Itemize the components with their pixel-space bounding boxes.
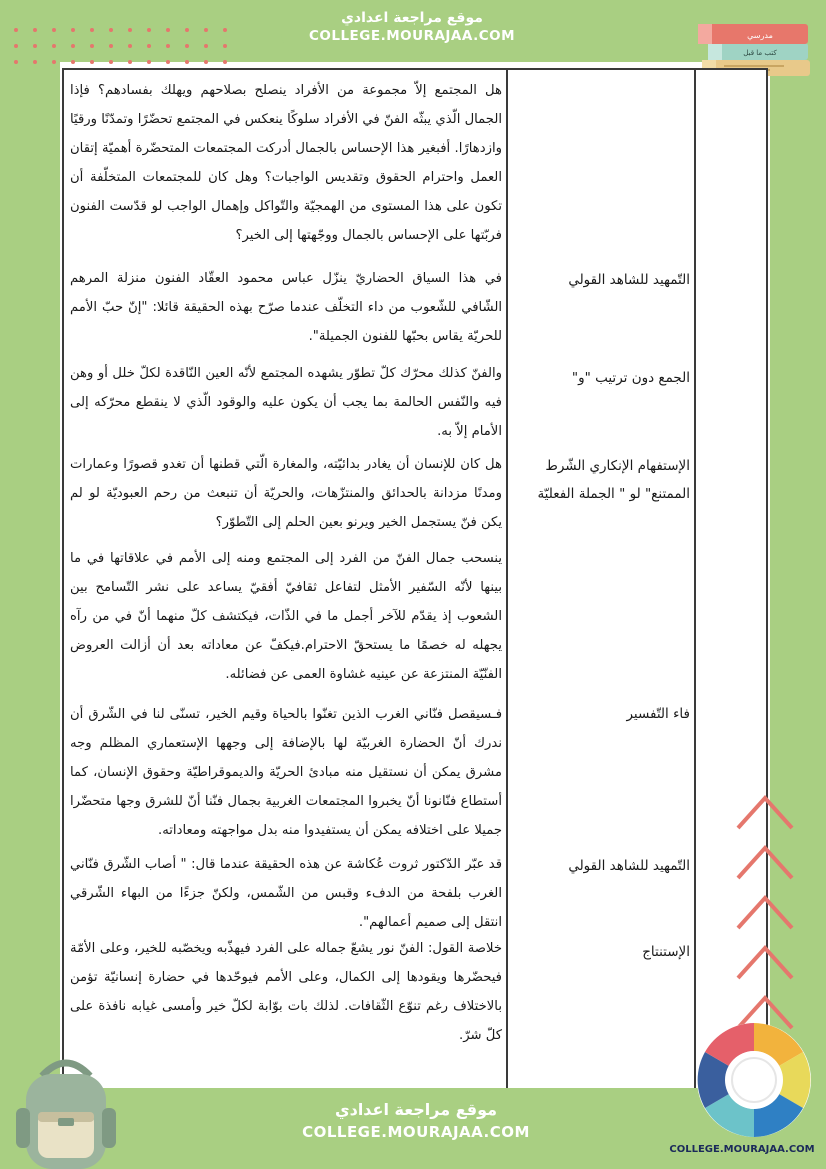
paragraph-8: خلاصة القول: الفنّ نور يشعّ جماله على الفرد فيهذّبه ويخصّبه للخير، وعلى الأمّة فيحضّرها ويقودها إلى الكمال، وعلى الأمم فيوحّدها في حضارة إنسانيّة تؤمن بالاختلاف رغم تنوّع الثّقافات. لذلك بات بوّابة لكلّ خير وأمسى غيابه نافذة على كلّ شرّ. [70,941,502,1043]
paragraph-column [64,70,508,1088]
decorative-dot [185,44,189,48]
decorative-dot [71,60,75,64]
decorative-dot [185,60,189,64]
decorative-dot [71,44,75,48]
decorative-dot [14,28,18,32]
decorative-dot [128,60,132,64]
label-row-2: التّمهيد للشاهد القولي [568,272,690,288]
decorative-dot [71,28,75,32]
paragraph-6: فـسيقصل فنّاني الغرب الذين تغنّوا بالحياة وقيم الخير، تسنّى لنا في الشّرق أن ندرك أنّ الحضارة الغربيّة لها بالإضافة إلى وجهها الإستعماري المظلم وجه مشرق يمكن أن نستقيل منه مبادئ الحريّة والديموقراطيّة وحقوق الإنسان، كما أستطاع فنّانونا أنّ يخبروا المجتمعات الغربية بجمال فنّنا أنّ للشرق وجها متحضّرا جميلا على اختلافه يمكن أن يستفيدوا منه بدل مواجهته ومعاداته. [70,707,502,838]
backpack-icon [12,1052,120,1169]
site-logo-icon [695,1021,813,1139]
decorative-dot [204,28,208,32]
decorative-dot [109,44,113,48]
decorative-dot [166,60,170,64]
decorative-dot [90,44,94,48]
decorative-dot [204,60,208,64]
decorative-dot [166,44,170,48]
decorative-dot [52,44,56,48]
paragraph-2: في هذا السياق الحضاريّ ينزّل عباس محمود العقّاد الفنون منزلة المرهم الشّافي للشّعوب من داء التخلّف عندما صرّح بهذه الحقيقة قائلا: "إنّ حبّ الأمم للحريّة يقاس بحبّها للفنون الجميلة". [70,271,502,344]
decorative-dot [128,28,132,32]
label-column [508,70,696,1088]
footer-site-url[interactable]: COLLEGE.MOURAJAA.COM [302,1123,530,1141]
decorative-dot [90,60,94,64]
decorative-dot [33,60,37,64]
decorative-dot [33,28,37,32]
decorative-dot [109,28,113,32]
header-site-name: موقع مراجعة اعدادي [341,10,483,26]
decorative-dot [109,60,113,64]
label-row-8: الإستنتاج [642,944,690,960]
header-site-tab[interactable] [281,0,543,58]
header-site-url[interactable]: COLLEGE.MOURAJAA.COM [308,28,516,44]
footer-site-name: موقع مراجعة اعدادي [334,1100,498,1119]
decorative-dot [14,60,18,64]
decorative-dot [185,28,189,32]
paragraph-5: ينسحب جمال الفنّ من الفرد إلى المجتمع ومنه إلى الأمم في علاقاتها في ما بينها لأنّه السّفير الأمثل لتفاعل ثقافيّ أفقيّ يساعد على نشر التّسامح بين الشعوب إذ يقدّم للآخر أجمل ما في الذّات، فيكتشف كلّ منهما أنّ في من رآه يجهله له خصمًا ما يستحقّ الاحترام.فيكفّ عن معاداته بعد أن أزالت العروض الفنّيّة المنتزعة عن عينيه غشاوة العمى عن فضائله. [70,551,502,682]
decorative-dot [52,60,56,64]
paragraph-3: والفنّ كذلك محرّك كلّ تطوّر يشهده المجتمع لأنّه العين النّاقدة لكلّ خلل أو وهن فيه والنّفس الحالمة بما يجب أن يكون عليه والوقود الّذي لا ينقطع محرّكه إلى الأمام إلاّ به. [70,366,502,439]
decorative-dot [147,60,151,64]
frame-left-band [0,0,60,1169]
decorative-dot [223,28,227,32]
chevron-up-icons [730,790,800,1050]
decorative-dot [128,44,132,48]
decorative-dot [33,44,37,48]
decorative-dot [204,44,208,48]
label-row-4: الإستفهام الإنكاري الشّرط الممتنع" لو " الجملة الفعليّة [537,458,690,502]
decorative-dots [14,28,244,68]
decorative-dot [52,28,56,32]
paragraph-1: هل المجتمع إلاّ مجموعة من الأفراد ينصلح بصلاحهم ويهلك بفسادهم؟ فإذا الجمال الّذي يبثّه الفنّ في الأفراد سلوكًا ينعكس في المجتمع تحضّرًا وتمدّنًا ورقيًا وازدهارًا. أفبغير هذا الإحساس بالجمال أدركت المجتمعات المتحضّرة أهميّة إتقان العمل واحترام الحقوق وتقديس الواجبات؟ وهل كان للمجتمعات المتخلّفة أن تكون على هذا المستوى من الهمجيّة والتّواكل وإهمال الواجب لو قدّست الفنون فربّتها على الإحساس بالجمال ووجّهتها إلى الخير؟ [70,83,502,243]
label-row-3: الجمع دون ترتيب "و" [571,370,690,386]
label-row-7: التّمهيد للشاهد القولي [568,858,690,874]
document-table [62,68,768,1088]
book-spine-text-1: مدرسي [747,31,773,40]
decorative-dot [223,44,227,48]
decorative-dot [14,44,18,48]
label-row-6: فاء التّفسير [626,706,690,722]
paragraph-7: قد عبّر الدّكتور ثروت عُكاشة عن هذه الحقيقة عندما قال: " أصاب الشّرق فنّاني الغرب بلفحة من الدفء وقبس من الشّمس، ولكنّ جزءًا من البهاء الشّرقي انتقل إلى صميم أعمالهم". [70,857,502,930]
decorative-dot [166,28,170,32]
decorative-dot [147,28,151,32]
paragraph-4: هل كان للإنسان أن يغادر بدائيّته، والمغارة الّتي قطنها أن تغدو قصورًا وعمارات ومدنًا مزدانة بالحدائق والمنتزّهات، والحريّة أن تنبعث من رحم العبوديّة لو لم يكن فنّ يستجمل الخير ويرنو بعين الحلم إلى التّطوّر؟ [70,457,502,530]
decorative-dot [90,28,94,32]
decorative-dot [147,44,151,48]
footer-site-tab[interactable] [281,1088,551,1169]
logo-caption: COLLEGE.MOURAJAA.COM [669,1144,815,1155]
decorative-dot [223,60,227,64]
book-spine-text-2: كتب ما قبل [743,49,777,57]
